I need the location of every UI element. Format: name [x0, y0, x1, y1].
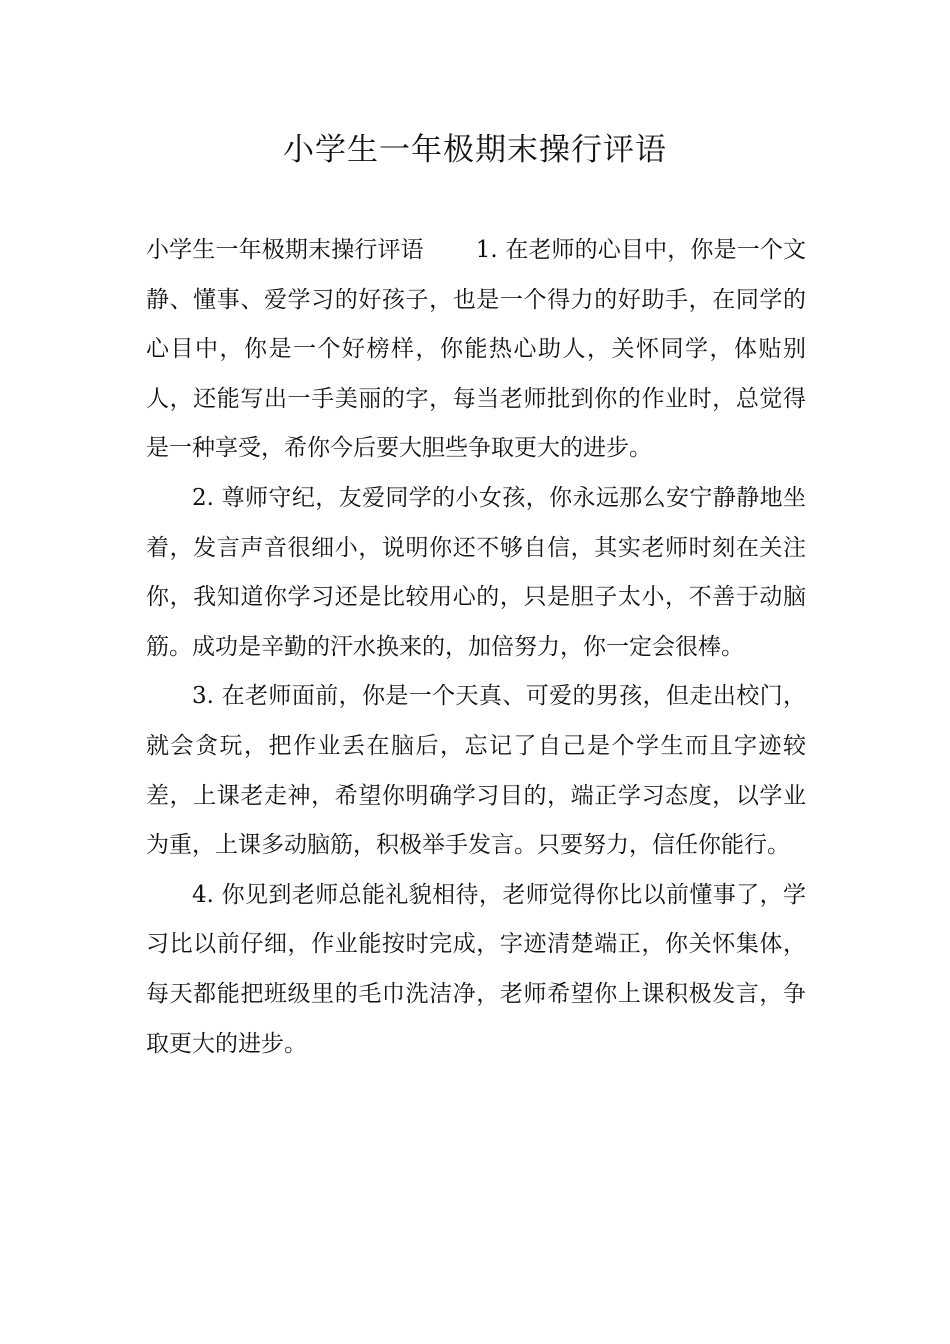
paragraph-4: 4. 你见到老师总能礼貌相待，老师觉得你比以前懂事了，学习比以前仔细，作业能按时完成，字迹清楚端正，你关怀集体，每天都能把班级里的毛巾洗洁净，老师希望你上课积极发言，争取更大的进步。 [146, 881, 806, 1057]
paragraph-1-text: 1. 在老师的心目中，你是一个文静、懂事、爱学习的好孩子，也是一个得力的好助手，在同学的心目中，你是一个好榜样，你能热心助人，关怀同学，体贴别人，还能写出一手美丽的字，每当老师批到你的作业时，总觉得是一种享受，希你今后要大胆些争取更大的进步。 [146, 237, 806, 462]
document-title: 小学生一年极期末操行评语 [283, 132, 667, 168]
document-body [146, 226, 806, 1069]
intro-heading: 小学生一年极期末操行评语 [146, 237, 424, 263]
paragraph-3: 3. 在老师面前，你是一个天真、可爱的男孩，但走出校门，就会贪玩，把作业丢在脑后，忘记了自己是个学生而且字迹较差，上课老走神，希望你明确学习目的，端正学习态度，以学业为重，上课多动脑筋，积极举手发言。只要努力，信任你能行。 [146, 683, 806, 859]
paragraph-1 [146, 226, 806, 474]
paragraph-2: 2. 尊师守纪，友爱同学的小女孩，你永远那么安宁静静地坐着，发言声音很细小，说明你还不够自信，其实老师时刻在关注你，我知道你学习还是比较用心的，只是胆子太小，不善于动脑筋。成功是辛勤的汗水换来的，加倍努力，你一定会很棒。 [146, 484, 806, 660]
